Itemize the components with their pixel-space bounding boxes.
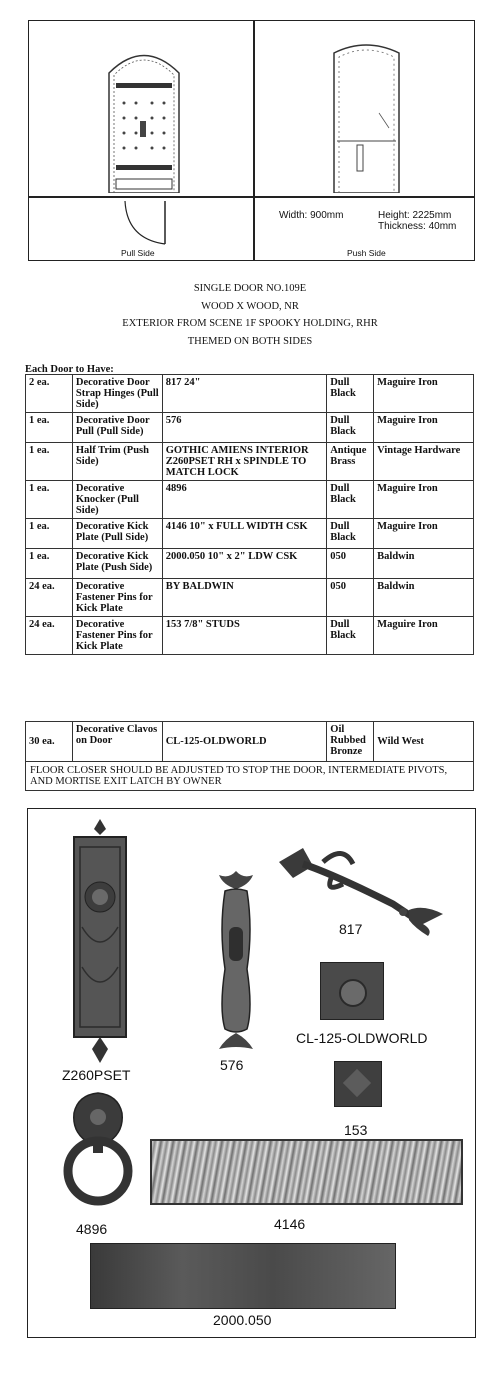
hardware-desc-cell: Decorative Fastener Pins for Kick Plate	[72, 579, 162, 617]
table-row	[26, 762, 474, 791]
hardware-mfr-cell: Vintage Hardware	[374, 443, 474, 481]
hardware-finish-cell: Dull Black	[327, 375, 374, 413]
hardware-qty-cell: 1 ea.	[26, 519, 73, 549]
hardware-model-cell: BY BALDWIN	[162, 579, 327, 617]
door-height: Height: 2225mm	[378, 210, 452, 221]
clavos-mfr: Wild West	[374, 722, 474, 762]
table-row	[26, 443, 474, 481]
576-label: 576	[220, 1057, 244, 1073]
hardware-finish-cell: Dull Black	[327, 481, 374, 519]
hardware-desc-cell: Decorative Kick Plate (Pull Side)	[72, 519, 162, 549]
hardware-finish-cell: Antique Brass	[327, 443, 374, 481]
hardware-qty-cell: 1 ea.	[26, 413, 73, 443]
door-material: WOOD X WOOD, NR	[201, 300, 299, 312]
817-strap-hinge-image	[273, 844, 453, 939]
panel-horizontal-divider	[29, 196, 474, 198]
clavo-square-center	[339, 979, 367, 1007]
hardware-mfr-cell: Maguire Iron	[374, 481, 474, 519]
817-label: 817	[339, 921, 363, 937]
hardware-finish-cell: Dull Black	[327, 413, 374, 443]
153-stud-center	[343, 1069, 371, 1097]
table-row	[26, 481, 474, 519]
hardware-desc-cell: Decorative Fastener Pins for Kick Plate	[72, 617, 162, 655]
door-drawing-panel	[28, 20, 475, 261]
hardware-finish-cell: Dull Black	[327, 519, 374, 549]
hardware-mfr-cell: Maguire Iron	[374, 519, 474, 549]
153-label: 153	[344, 1122, 368, 1138]
576-pull-image	[213, 869, 259, 1054]
hardware-schedule-table	[25, 374, 474, 655]
hardware-model-cell: GOTHIC AMIENS INTERIOR Z260PSET RH x SPINDLE TO MATCH LOCK	[162, 443, 327, 481]
table-row	[26, 617, 474, 655]
pull-side-label: Pull Side	[121, 248, 155, 258]
hardware-model-cell: 153 7/8" STUDS	[162, 617, 327, 655]
hardware-desc-cell: Decorative Door Strap Hinges (Pull Side)	[72, 375, 162, 413]
push-side-label: Push Side	[347, 248, 386, 258]
hardware-desc-cell: Half Trim (Push Side)	[72, 443, 162, 481]
owner-note: FLOOR CLOSER SHOULD BE ADJUSTED TO STOP THE DOOR, INTERMEDIATE PIVOTS, AND MORTISE EXIT LATCH BY OWNER	[26, 762, 474, 791]
z260pset-label: Z260PSET	[62, 1067, 131, 1083]
hardware-model-cell: 2000.050 10" x 2" LDW CSK	[162, 549, 327, 579]
4896-label: 4896	[76, 1221, 108, 1237]
hardware-mfr-cell: Baldwin	[374, 549, 474, 579]
hardware-desc-cell: Decorative Door Pull (Pull Side)	[72, 413, 162, 443]
clavos-table	[25, 721, 474, 791]
hardware-model-cell: 4146 10" x FULL WIDTH CSK	[162, 519, 327, 549]
door-number: SINGLE DOOR NO.109E	[193, 283, 307, 294]
clavos-finish: Oil Rubbed Bronze	[327, 722, 374, 762]
door-location: EXTERIOR FROM SCENE 1F SPOOKY HOLDING, RHR	[122, 318, 378, 329]
clavos-desc: Decorative Clavos on Door	[72, 722, 162, 762]
hardware-mfr-cell: Maguire Iron	[374, 413, 474, 443]
table-row	[26, 413, 474, 443]
hardware-qty-cell: 24 ea.	[26, 579, 73, 617]
hardware-qty-cell: 1 ea.	[26, 549, 73, 579]
table-row	[26, 375, 474, 413]
hardware-finish-cell: 050	[327, 579, 374, 617]
hardware-desc-cell: Decorative Knocker (Pull Side)	[72, 481, 162, 519]
2000-050-kick-plate-image	[90, 1243, 396, 1309]
table-row	[26, 519, 474, 549]
153-stud-image	[334, 1061, 382, 1107]
push-side-door-elevation	[329, 33, 404, 193]
hardware-mfr-cell: Baldwin	[374, 579, 474, 617]
hardware-finish-cell: 050	[327, 549, 374, 579]
hardware-qty-cell: 1 ea.	[26, 443, 73, 481]
hardware-model-cell: 817 24"	[162, 375, 327, 413]
pull-side-door-elevation	[104, 43, 184, 193]
door-theming: THEMED ON BOTH SIDES	[187, 335, 313, 347]
hardware-qty-cell: 2 ea.	[26, 375, 73, 413]
2000-050-label: 2000.050	[213, 1312, 272, 1328]
table-row	[26, 579, 474, 617]
hardware-schedule-body	[26, 375, 474, 655]
hardware-desc-cell: Decorative Kick Plate (Push Side)	[72, 549, 162, 579]
hardware-finish-cell: Dull Black	[327, 617, 374, 655]
door-thickness: Thickness: 40mm	[378, 221, 457, 232]
panel-vertical-divider	[253, 21, 255, 260]
hardware-mfr-cell: Maguire Iron	[374, 617, 474, 655]
table-row	[26, 722, 474, 762]
hardware-model-cell: 576	[162, 413, 327, 443]
product-photo-panel	[27, 808, 476, 1338]
hardware-mfr-cell: Maguire Iron	[374, 375, 474, 413]
door-width: Width: 900mm	[279, 210, 344, 221]
clavo-square-image	[320, 962, 384, 1020]
hardware-qty-cell: 24 ea.	[26, 617, 73, 655]
hardware-model-cell: 4896	[162, 481, 327, 519]
clavos-model: CL-125-OLDWORLD	[162, 722, 327, 762]
each-door-label: Each Door to Have:	[25, 364, 114, 375]
door-title-block	[0, 280, 500, 350]
4146-kick-plate-image	[150, 1139, 463, 1205]
clavo-label: CL-125-OLDWORLD	[296, 1030, 428, 1046]
door-swing-symbol	[117, 199, 177, 249]
4146-label: 4146	[274, 1216, 306, 1232]
hardware-qty-cell: 1 ea.	[26, 481, 73, 519]
4896-knocker-image	[58, 1089, 138, 1214]
table-row	[26, 549, 474, 579]
clavos-qty: 30 ea.	[26, 722, 73, 762]
z260pset-plate-image	[68, 817, 133, 1067]
